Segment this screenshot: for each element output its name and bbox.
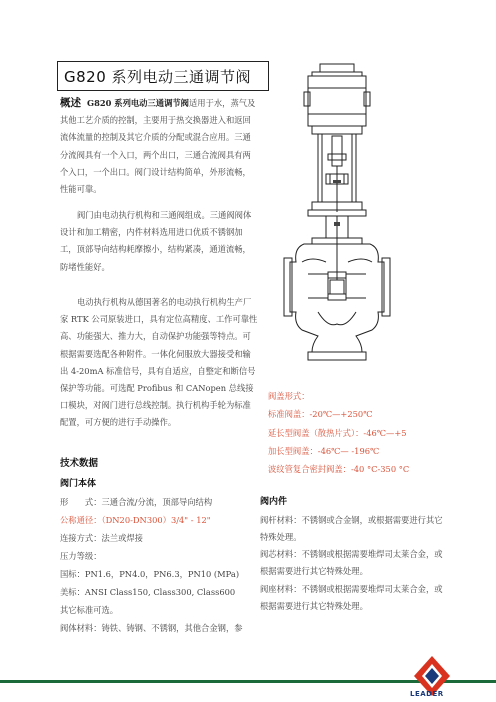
overview-text-3: 电动执行机构从德国著名的电动执行机构生产厂家 RTK 公司原装进口，具有定位高精度、工作可靠性高、功能强大、推力大，自动保护功能强等特点。可根据需要选配各种附件。一体化伺服放大器接受和输出 4-20mA 标准信号，具有自适应，自整定和断信号保护等功能。可选配 Profibus 和 CANopen 总线接口模块，对阀门进行总线控制。执行机构手轮为标准配置，可方便的进行手动操作。 [60, 297, 258, 428]
overview-paragraph-1 [60, 95, 258, 198]
bonnet-extended: 延长型阀盖（散热片式）：-46℃—+5 [268, 428, 407, 438]
valve-body-heading: 阀门本体 [60, 479, 97, 489]
tech-data-heading: 技术数据 [60, 458, 99, 469]
spec-gb: 国标：PN1.6，PN4.0，PN6.3，PN10 (MPa) [60, 569, 240, 579]
bonnet-heading: 阀盖形式： [268, 391, 310, 401]
spec-pressure: 压力等级： [60, 551, 102, 561]
trim-core: 阀芯材料：不锈钢或根据需要堆焊司太莱合金，或根据需要进行其它特殊处理。 [260, 549, 443, 576]
bonnet-long: 加长型阀盖：-46℃— -196℃ [268, 446, 380, 456]
overview-paragraph-2 [60, 207, 258, 276]
valve-drawing [282, 62, 422, 382]
overview-product-name: G820 系列电动三通调节阀 [87, 98, 189, 108]
trim-heading: 阀内件 [260, 497, 288, 507]
spec-material: 阀体材料：铸铁、铸钢、不锈钢，其他合金钢，参 [60, 623, 243, 633]
spec-connection: 连接方式：法兰或焊接 [60, 533, 143, 543]
bonnet-standard: 标准阀盖：-20℃—+250℃ [268, 409, 373, 419]
document-title-box [57, 61, 269, 91]
overview-text-1: 适用于水，蒸气及其他工艺介质的控制，主要用于热交换器进入和返回流体流量的控制及其它介质的分配或混合应用。三通分流阀具有一个入口，两个出口，三通合流阀具有两个入口，一个出口。阀门设计结构简单，外形流畅，性能可靠。 [60, 98, 256, 195]
bonnet-bellows: 波纹管复合密封阀盖：-40 °C-350 °C [268, 464, 410, 474]
overview-text-2: 阀门由电动执行机构和三通阀组成。三通阀阀体设计和加工精密，内件材料选用进口优质不锈钢加工，顶部导向结构耗摩擦小，结构紧凑，通道流畅，防堵性能好。 [60, 210, 252, 272]
overview-heading: 概述 [60, 97, 81, 109]
trim-stem: 阀杆材料：不锈钢或合金钢，或根据需要进行其它特殊处理。 [260, 515, 443, 542]
spec-other: 其它标准可选。 [60, 605, 119, 615]
spec-ansi: 美标：ANSI Class150, Class300, Class600 [60, 587, 236, 597]
overview-paragraph-3 [60, 294, 258, 432]
spec-diameter: 公称通径：（DN20-DN300）3/4" - 12" [60, 515, 211, 525]
document-title: G820 系列电动三通调节阀 [64, 68, 252, 86]
trim-seat: 阀座材料：不锈钢或根据需要堆焊司太莱合金，或根据需要进行其它特殊处理。 [260, 584, 443, 611]
spec-form: 形 式：三通合流/分流，顶部导向结构 [60, 497, 213, 507]
logo-text: LEADER [410, 690, 444, 698]
